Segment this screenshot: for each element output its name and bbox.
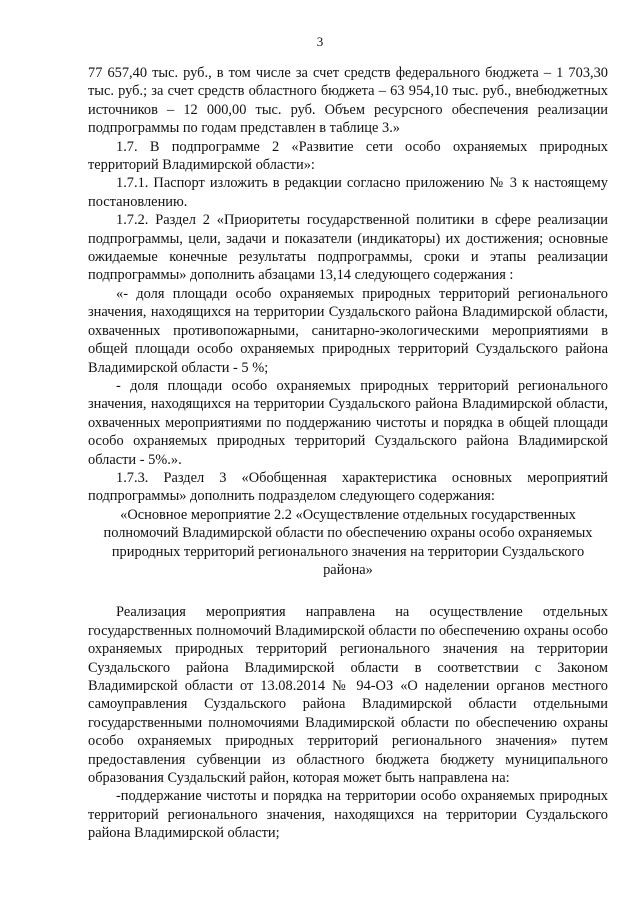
paragraph-indicator-cleanliness: - доля площади особо охраняемых природных территорий регионального значения, находящихся на территории Суздальского района Владимирской области, охваченных мероприятиями по поддержанию чистоты и порядка в общей площади особо охраняемых природных территорий Суздальского района Владимирской области - 5%.». [88, 377, 608, 468]
paragraph-cleanliness-item: -поддержание чистоты и порядка на территории особо охраняемых природных территорий регионального значения, находящихся на территории Суздальского района Владимирской области; [88, 788, 608, 842]
paragraph-budget-total: 77 657,40 тыс. руб., в том числе за счет средств федерального бюджета – 1 703,30 тыс. руб.; за счет средств областного бюджета – 63 954,10 тыс. руб., внебюджетных источников – 12 000,00 тыс. руб. Объем ресурсного обеспечения реализации подпрограммы по годам представлен в таблице 3.» [88, 65, 608, 137]
paragraph-implementation: Реализация мероприятия направлена на осуществление отдельных государственных полномочий Владимирской области по обеспечению охраны особо охраняемых природных территорий регионального значения на территории Суздальского района Владимирской области в соответствии с Законом Владимирской области от 13.08.2014 № 94-ОЗ «О наделении органов местного самоуправления Суздальского района Владимирской области отдельными государственными полномочиями Владимирской области по обеспечению охраны особо охраняемых природных территорий регионального значения» путем предоставления субвенции из областного бюджета бюджету муниципального образования Суздальский район, которая может быть направлена на: [88, 604, 608, 787]
page-number: 3 [316, 34, 324, 49]
paragraph-1-7: 1.7. В подпрограмме 2 «Развитие сети особо охраняемых природных территорий Владимирской области»: [88, 138, 608, 174]
section-heading: «Основное мероприятие 2.2 «Осуществление отдельных государственных полномочий Владимирской области по обеспечению охраны особо охраняемых природных территорий регионального значения на территории Суздальского района» [103, 506, 593, 578]
paragraph-1-7-3: 1.7.3. Раздел 3 «Обобщенная характеристика основных мероприятий подпрограммы» дополнить подразделом следующего содержания: [88, 469, 608, 505]
paragraph-indicator-fire: «- доля площади особо охраняемых природных территорий регионального значения, находящихся на территории Суздальского района Владимирской области, охваченных противопожарными, санитарно-экологическими мероприятиями в общей площади особо охраняемых природных территорий Суздальского района Владимирской области - 5 %; [88, 285, 608, 376]
paragraph-1-7-2: 1.7.2. Раздел 2 «Приоритеты государственной политики в сфере реализации подпрограммы, цели, задачи и показатели (индикаторы) их достижения; основные ожидаемые конечные результаты подпрограммы, сроки и этапы реализации подпрограммы» дополнить абзацами 13,14 следующего содержания : [88, 212, 608, 284]
paragraph-1-7-1: 1.7.1. Паспорт изложить в редакции согласно приложению № 3 к настоящему постановлению. [88, 175, 608, 210]
document-body [88, 64, 608, 843]
